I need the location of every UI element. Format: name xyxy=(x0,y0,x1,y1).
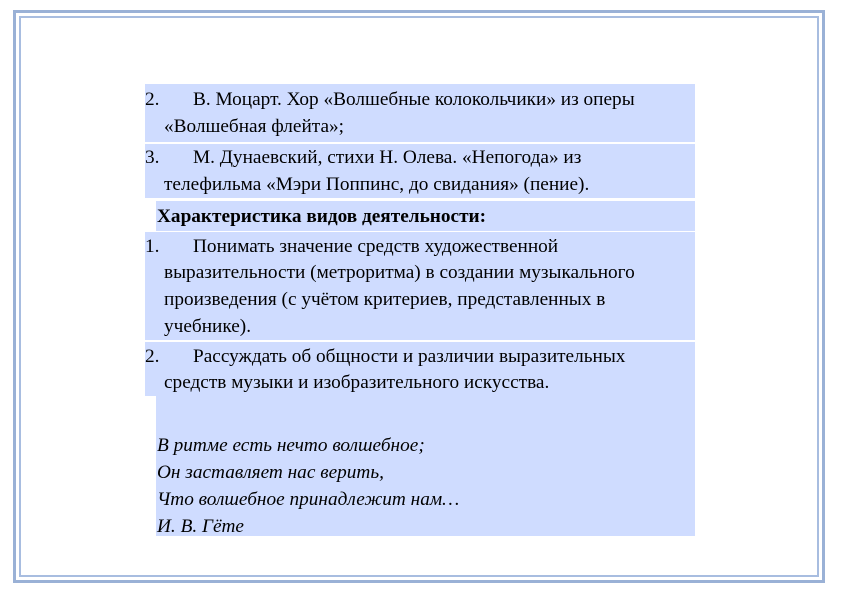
list-item xyxy=(145,232,695,340)
list-text: М. Дунаевский, стихи Н. Олева. «Непогода» из xyxy=(193,147,582,168)
list-text: Рассуждать об общности и различии выразительных xyxy=(193,346,626,367)
list-item xyxy=(145,84,695,142)
list-number: 1. xyxy=(145,236,160,257)
section-heading: Характеристика видов деятельности: xyxy=(157,206,487,227)
document-body xyxy=(145,84,695,536)
list-text-continued: учебнике). xyxy=(164,316,252,337)
list-text-continued: средств музыки и изобразительного искусства. xyxy=(164,372,550,393)
epigraph-line: Что волшебное принадлежит нам… xyxy=(157,489,460,510)
list-text-continued: «Волшебная флейта»; xyxy=(164,116,345,137)
list-text-continued: выразительности (метроритма) в создании музыкального xyxy=(164,262,635,283)
list-number: 2. xyxy=(145,89,160,110)
list-text-continued: произведения (с учётом критериев, представленных в xyxy=(164,289,606,310)
section-heading-block xyxy=(156,201,695,231)
list-item xyxy=(145,342,695,396)
list-text: Понимать значение средств художественной xyxy=(193,236,559,257)
epigraph-block xyxy=(156,396,695,536)
epigraph-line: Он заставляет нас верить, xyxy=(157,462,384,483)
list-text-continued: телефильма «Мэри Поппинс, до свидания» (пение). xyxy=(164,174,590,195)
epigraph-line: В ритме есть нечто волшебное; xyxy=(157,435,425,456)
epigraph-author: И. В. Гёте xyxy=(157,516,244,537)
list-number: 2. xyxy=(145,346,160,367)
list-item xyxy=(145,144,695,198)
list-text: В. Моцарт. Хор «Волшебные колокольчики» из оперы xyxy=(193,89,635,110)
list-number: 3. xyxy=(145,147,160,168)
